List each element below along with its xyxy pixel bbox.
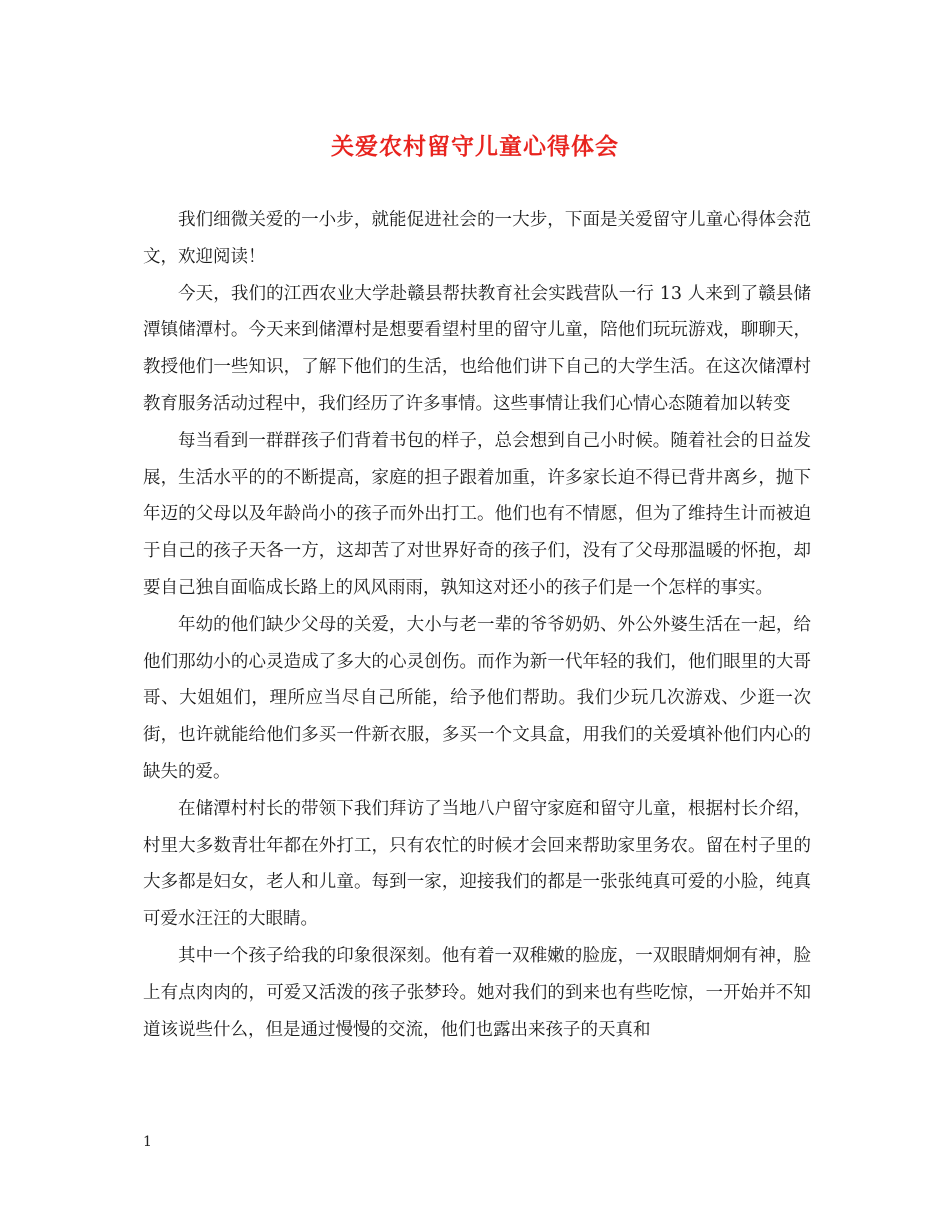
paragraph: 年幼的他们缺少父母的关爱，大小与老一辈的爷爷奶奶、外公外婆生活在一起，给他们那幼小的心灵造成了多大的心灵创伤。而作为新一代年轻的我们，他们眼里的大哥哥、大姐姐们，理所应当尽自己所能，给予他们帮助。我们少玩几次游戏、少逛一次街，也许就能给他们多买一件新衣服，多买一个文具盒，用我们的关爱填补他们内心的缺失的爱。 xyxy=(143,614,811,782)
paragraph: 在储潭村村长的带领下我们拜访了当地八户留守家庭和留守儿童，根据村长介绍，村里大多数青壮年都在外打工，只有农忙的时候才会回来帮助家里务农。留在村子里的大多都是妇女，老人和儿童。每到一家，迎接我们的都是一张张纯真可爱的小脸，纯真可爱水汪汪的大眼睛。 xyxy=(143,798,811,930)
page-number: 1 xyxy=(143,1134,152,1150)
paragraph: 其中一个孩子给我的印象很深刻。他有着一双稚嫩的脸庞，一双眼睛炯炯有神，脸上有点肉肉的，可爱又活泼的孩子张梦玲。她对我们的到来也有些吃惊，一开始并不知道该说些什么，但是通过慢慢的交流，他们也露出来孩子的天真和 xyxy=(143,945,811,1040)
paragraph: 每当看到一群群孩子们背着书包的样子，总会想到自己小时候。随着社会的日益发展，生活水平的的不断提高，家庭的担子跟着加重，许多家长迫不得已背井离乡，抛下年迈的父母以及年龄尚小的孩子而外出打工。他们也有不情愿，但为了维持生计而被迫于自己的孩子天各一方，这却苦了对世界好奇的孩子们，没有了父母那温暖的怀抱，却要自己独自面临成长路上的风风雨雨，孰知这对还小的孩子们是一个怎样的事实。 xyxy=(143,430,811,598)
document-body xyxy=(143,202,811,1048)
paragraph: 今天，我们的江西农业大学赴赣县帮扶教育社会实践营队一行 13 人来到了赣县储潭镇储潭村。今天来到储潭村是想要看望村里的留守儿童，陪他们玩玩游戏，聊聊天，教授他们一些知识，了解下他们的生活，也给他们讲下自己的大学生活。在这次储潭村教育服务活动过程中，我们经历了许多事情。这些事情让我们心情心态随着加以转变 xyxy=(143,283,811,414)
paragraph: 我们细微关爱的一小步，就能促进社会的一大步，下面是关爱留守儿童心得体会范文，欢迎阅读！ xyxy=(143,210,811,267)
document-title: 关爱农村留守儿童心得体会 xyxy=(331,133,619,160)
